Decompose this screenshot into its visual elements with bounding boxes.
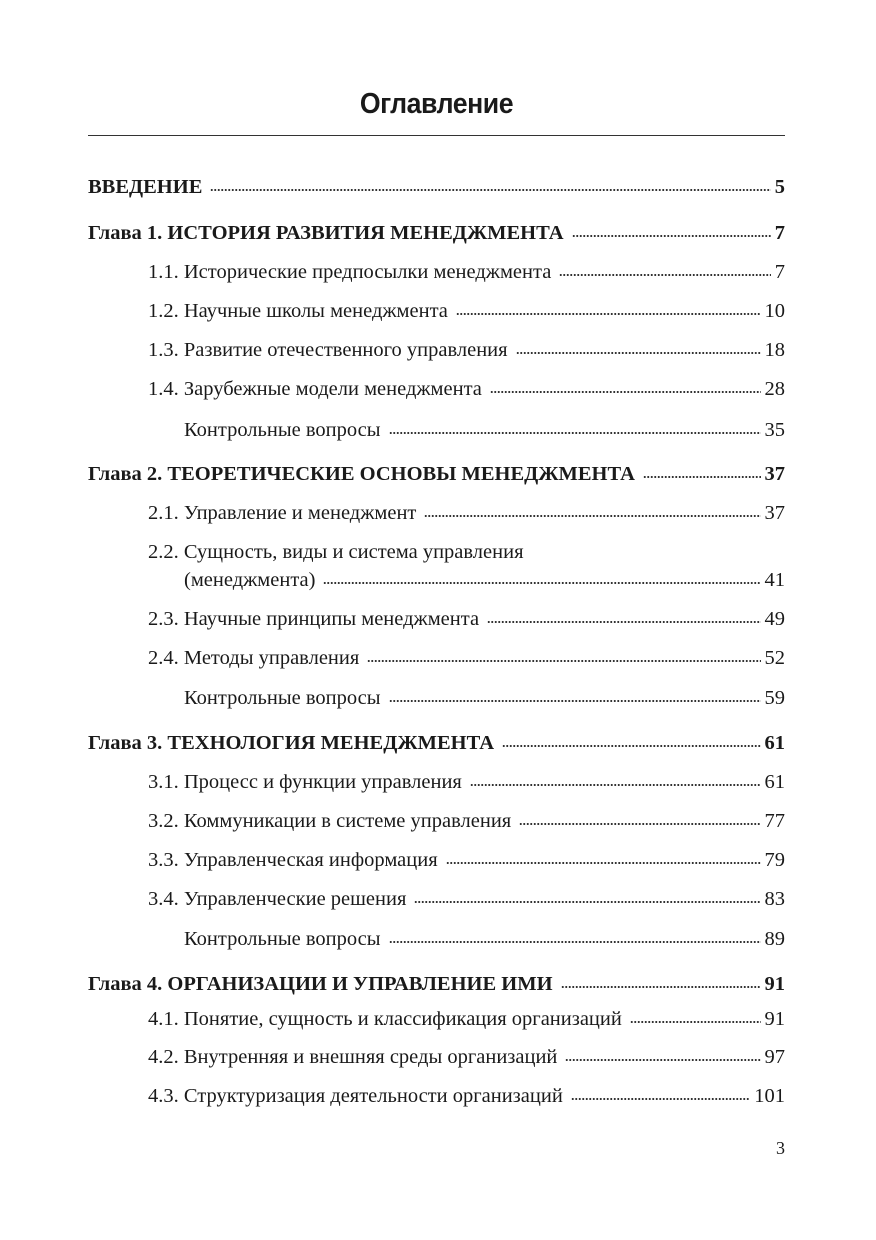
dot-leader [643, 475, 761, 479]
dot-leader [389, 699, 761, 703]
title-rule [88, 135, 785, 136]
toc-entry-intro [88, 175, 785, 199]
toc-entry-label: 4.3. Структуризация деятельности организаций [148, 1085, 563, 1107]
dot-leader [424, 514, 760, 518]
toc-entry-page: 101 [754, 1085, 785, 1107]
toc-entry-page: 49 [764, 608, 785, 630]
toc-entry-section-3-1 [148, 770, 785, 794]
dot-leader [389, 431, 761, 435]
dot-leader [367, 659, 760, 663]
toc-entry-section-4-3 [148, 1084, 785, 1108]
dot-leader [571, 1097, 750, 1101]
dot-leader [487, 620, 760, 624]
toc-entry-questions-1 [184, 418, 785, 442]
toc-entry-page: 37 [764, 502, 785, 524]
toc-entry-label: 3.3. Управленческая информация [148, 849, 438, 871]
toc-entry-label: 3.1. Процесс и функции управления [148, 771, 462, 793]
toc-entry-page: 83 [764, 888, 785, 910]
dot-leader [323, 581, 760, 585]
toc-entry-label: 3.2. Коммуникации в системе управления [148, 810, 512, 832]
toc-entry-section-3-4 [148, 887, 785, 911]
toc-entry-label: ВВЕДЕНИЕ [88, 176, 203, 198]
toc-entry-page: 61 [764, 771, 785, 793]
toc-entry-chapter-2 [88, 462, 785, 486]
toc-entry-page: 7 [774, 261, 785, 283]
toc-entry-page: 5 [774, 176, 785, 198]
toc-entry-label: 3.4. Управленческие решения [148, 888, 407, 910]
toc-entry-section-3-2 [148, 809, 785, 833]
toc-entry-label: Глава 3. ТЕХНОЛОГИЯ МЕНЕДЖМЕНТА [88, 732, 495, 754]
toc-entry-label: Глава 1. ИСТОРИЯ РАЗВИТИЯ МЕНЕДЖМЕНТА [88, 222, 564, 244]
dot-leader [572, 234, 771, 238]
toc-entry-label: 1.1. Исторические предпосылки менеджмента [148, 261, 552, 283]
toc-entry-label: 1.3. Развитие отечественного управления [148, 339, 508, 361]
toc-entry-section-3-3 [148, 848, 785, 872]
toc-entry-section-2-1 [148, 501, 785, 525]
toc-entry-page: 10 [764, 300, 785, 322]
toc-entry-page: 28 [764, 378, 785, 400]
dot-leader [561, 985, 761, 989]
toc-entry-section-1-2 [148, 299, 785, 323]
toc-entry-label: 1.4. Зарубежные модели менеджмента [148, 378, 482, 400]
toc-entry-section-4-2 [148, 1045, 785, 1069]
toc-entry-page: 91 [764, 973, 785, 995]
toc-entry-section-1-1 [148, 260, 785, 284]
toc-entry-page: 59 [764, 687, 785, 709]
toc-entry-label: Контрольные вопросы [184, 687, 381, 709]
dot-leader [456, 312, 761, 316]
toc-entry-section-1-4 [148, 377, 785, 401]
dot-leader [414, 900, 760, 904]
toc-entry-label: 2.1. Управление и менеджмент [148, 502, 417, 524]
dot-leader [516, 351, 761, 355]
toc-entry-label: Контрольные вопросы [184, 928, 381, 950]
toc-entry-chapter-1 [88, 221, 785, 245]
toc-entry-questions-3 [184, 927, 785, 951]
toc-entry-label: Контрольные вопросы [184, 419, 381, 441]
toc-entry-page: 61 [764, 732, 785, 754]
toc-entry-label: 1.2. Научные школы менеджмента [148, 300, 448, 322]
toc-entry-label: (менеджмента) [184, 569, 316, 591]
dot-leader [630, 1020, 761, 1024]
dot-leader [559, 273, 770, 277]
toc-entry-section-1-3 [148, 338, 785, 362]
page-title: Оглавление [359, 88, 514, 120]
dot-leader [519, 822, 760, 826]
toc-entry-page: 35 [764, 419, 785, 441]
toc-entry-chapter-4 [88, 972, 785, 996]
toc-entry-label: Глава 4. ОРГАНИЗАЦИИ И УПРАВЛЕНИЕ ИМИ [88, 973, 553, 995]
toc-entry-page: 37 [764, 463, 785, 485]
toc-entry-section-2-3 [148, 607, 785, 631]
toc-entry-section-4-1 [148, 1007, 785, 1031]
toc-entry-page: 7 [774, 222, 785, 244]
toc-entry-questions-2 [184, 686, 785, 710]
toc-entry-page: 18 [764, 339, 785, 361]
toc-entry-page: 52 [764, 647, 785, 669]
toc-entry-page: 97 [764, 1046, 785, 1068]
toc-entry-label: 4.1. Понятие, сущность и классификация организаций [148, 1008, 622, 1030]
dot-leader [470, 783, 761, 787]
toc-entry-label: 2.4. Методы управления [148, 647, 360, 669]
toc-entry-section-2-2 [184, 568, 785, 592]
dot-leader [565, 1058, 760, 1062]
toc-entry-page: 79 [764, 849, 785, 871]
dot-leader [502, 744, 760, 748]
toc-entry-chapter-3 [88, 731, 785, 755]
dot-leader [490, 390, 761, 394]
dot-leader [210, 188, 770, 192]
dot-leader [446, 861, 761, 865]
toc-entry-label: 2.3. Научные принципы менеджмента [148, 608, 480, 630]
toc-entry-section-2-2-line1: 2.2. Сущность, виды и система управления [148, 541, 524, 563]
page-number: 3 [776, 1138, 785, 1158]
toc-entry-section-2-4 [148, 646, 785, 670]
toc-entry-page: 89 [764, 928, 785, 950]
toc-entry-page: 91 [764, 1008, 785, 1030]
toc-entry-page: 41 [764, 569, 785, 591]
dot-leader [389, 940, 761, 944]
toc-entry-label: Глава 2. ТЕОРЕТИЧЕСКИЕ ОСНОВЫ МЕНЕДЖМЕНТА [88, 463, 635, 485]
toc-entry-page: 77 [764, 810, 785, 832]
toc-entry-label: 4.2. Внутренняя и внешняя среды организаций [148, 1046, 558, 1068]
